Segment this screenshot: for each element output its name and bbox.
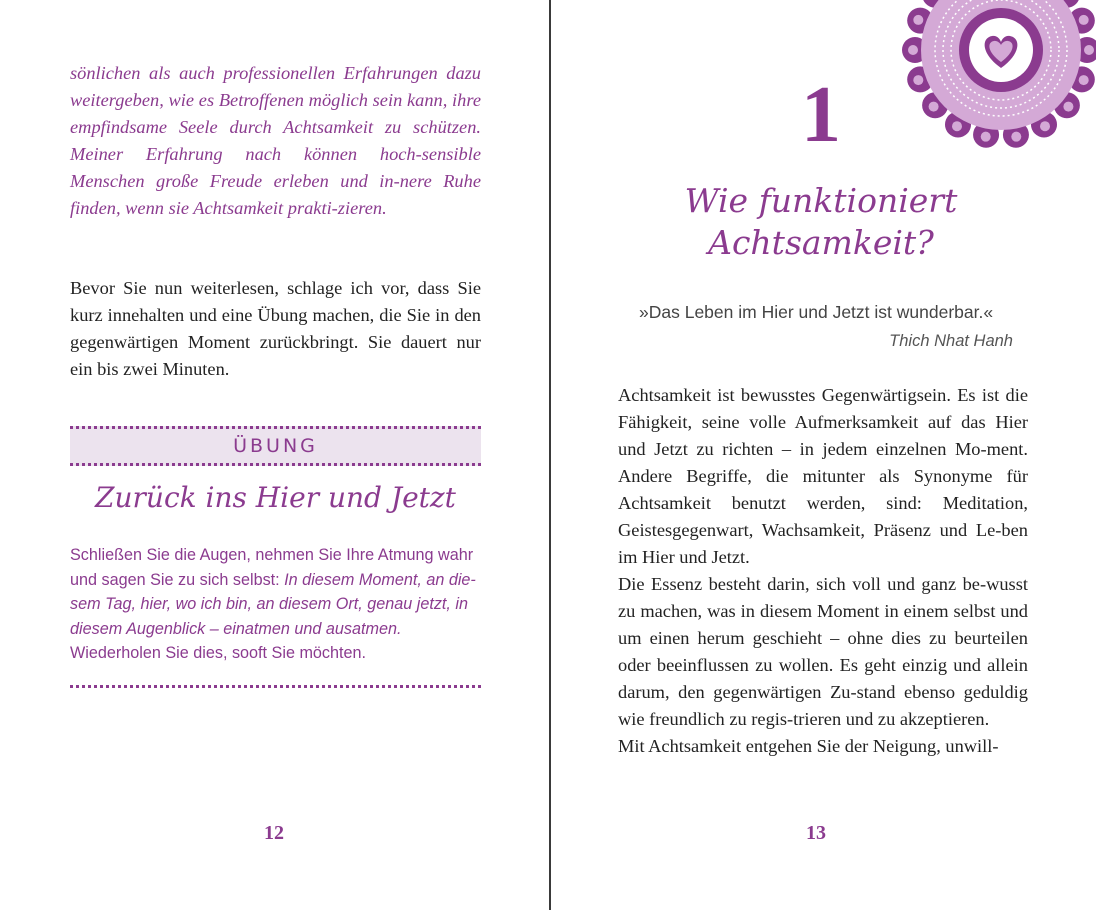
- exercise-label: ÜBUNG: [233, 435, 318, 457]
- exercise-title: Zurück ins Hier und Jetzt: [95, 481, 456, 514]
- exercise-text-intro: Schließen Sie die Augen, nehmen Sie Ihre Atmung wahr und sagen Sie zu sich selbst:: [70, 546, 474, 589]
- epigraph-quote: »Das Leben im Hier und Jetzt ist wunderbar.«: [639, 302, 994, 322]
- exercise-text: [70, 543, 481, 666]
- chapter-title: [611, 180, 1031, 264]
- page-number-right: 13: [806, 822, 826, 844]
- exercise-text-closing: Wiederholen Sie dies, sooft Sie möchten.: [70, 644, 367, 663]
- exercise-bottom-dotted-rule: [70, 685, 481, 688]
- right-page: [551, 0, 1096, 910]
- body-paragraph: Bevor Sie nun weiterlesen, schlage ich vor, dass Sie kurz innehalten und eine Übung machen, die Sie in den gegenwärtigen Moment zurückbringt. Sie dauert nur ein bis zwei Minuten.: [70, 278, 481, 379]
- exercise-top-dotted-rule: [70, 426, 481, 429]
- epigraph-author: Thich Nhat Hanh: [889, 332, 1013, 350]
- body-paragraph-2: Die Essenz besteht darin, sich voll und ganz be-wusst zu machen, was in diesem Moment in einem selbst und um einen herum geschieht – ohne dies zu beurteilen oder beeinflussen zu wollen. Es geht einzig und allein darum, den gegenwärtigen Zu-stand ebenso geduldig wie freundlich zu regis-trieren und zu akzeptieren.: [618, 574, 1028, 729]
- mandala-heart-icon: [901, 0, 1096, 150]
- chapter-title-line-2: Achtsamkeit?: [708, 223, 934, 262]
- exercise-text-italic: In diesem Moment, an die-sem Tag, hier, wo ich bin, an diesem Ort, genau jetzt, in diesem Augenblick – einatmen und ausatmen.: [70, 570, 476, 638]
- page-number-left: 12: [264, 822, 284, 844]
- exercise-bar-bottom-dotted-rule: [70, 463, 481, 466]
- chapter-body: [618, 382, 1028, 760]
- chapter-title-line-1: Wie funktioniert: [684, 181, 958, 220]
- chapter-number: 1: [801, 71, 841, 159]
- intro-italic-paragraph: sönlichen als auch professionellen Erfahrungen dazu weitergeben, wie es Betroffenen möglich sein kann, ihre empfindsame Seele durch Achtsamkeit zu schützen. Meiner Erfahrung nach können hoch-sensible Menschen große Freude erleben und in-nere Ruhe finden, wenn sie Achtsamkeit prakti-zieren.: [70, 63, 481, 218]
- body-paragraph-1: Achtsamkeit ist bewusstes Gegenwärtigsein. Es ist die Fähigkeit, seine volle Aufmerksamkeit auf das Hier und Jetzt zu richten – in jedem einzelnen Mo-ment. Andere Begriffe, die mitunter als Synonyme für Achtsamkeit benutzt werden, sind: Meditation, Geistesgegenwart, Wachsamkeit, Präsenz und Le-ben im Hier und Jetzt.: [618, 385, 1028, 567]
- body-paragraph-3: Mit Achtsamkeit entgehen Sie der Neigung, unwill-: [618, 736, 999, 756]
- exercise-header-bar: [70, 426, 481, 466]
